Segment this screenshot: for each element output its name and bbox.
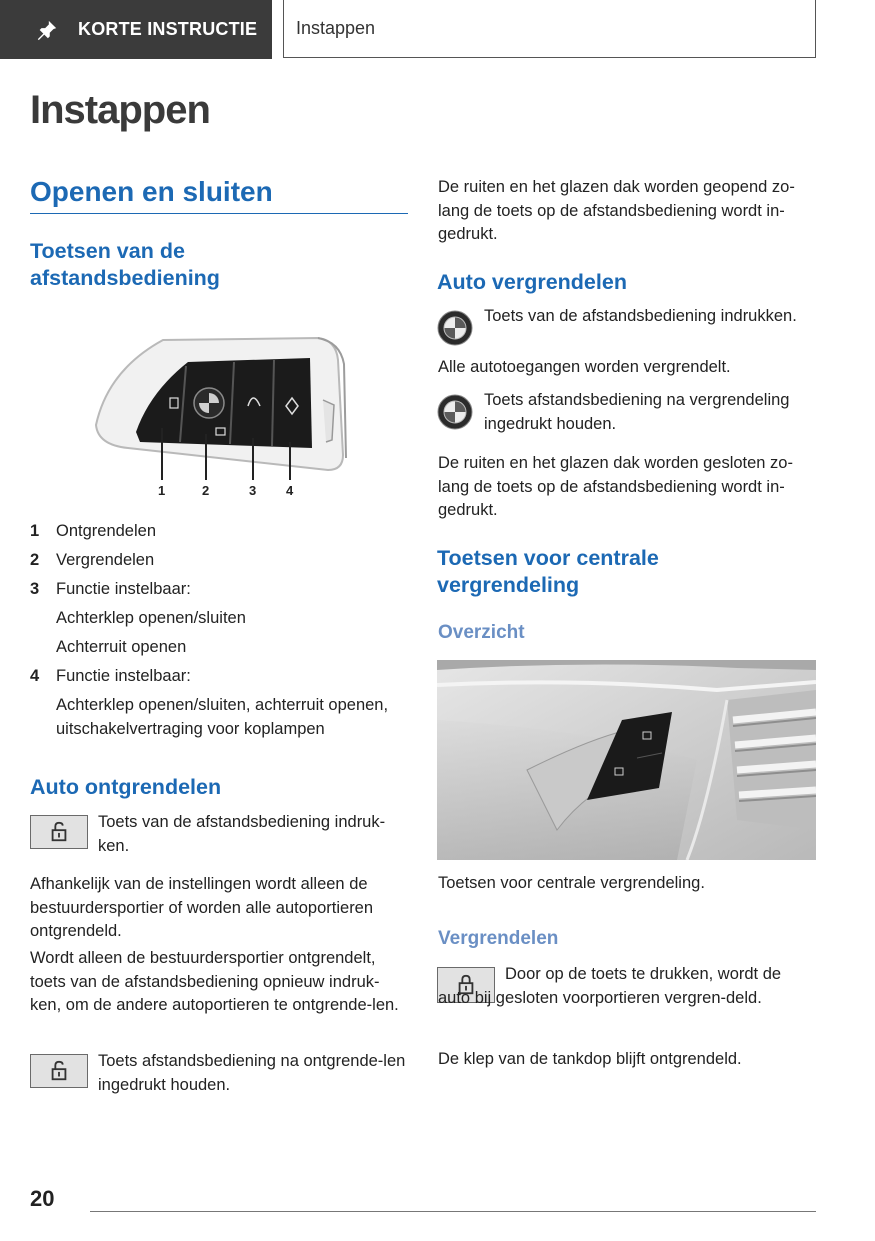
breadcrumb[interactable]: Instappen xyxy=(283,0,816,58)
heading-centrale-vergrendeling: Toetsen voor centrale vergrendeling xyxy=(437,546,659,597)
heading-toetsen-afstandsbediening: Toetsen van de afstandsbediening xyxy=(30,239,220,290)
list-item: 1 Ontgrendelen xyxy=(30,522,156,540)
lock-step-1: Toets van de afstandsbediening indrukken. xyxy=(484,307,797,325)
unlock-step-1: Toets van de afstandsbediening indruk-ken. xyxy=(98,813,386,855)
bmw-logo-icon xyxy=(437,394,473,430)
heading-overzicht: Overzicht xyxy=(438,622,525,643)
section-tab[interactable] xyxy=(0,0,272,59)
callout-3: 3 xyxy=(249,483,257,498)
tank-text: De klep van de tankdop blijft ontgrendeld. xyxy=(438,1050,742,1068)
section-tab-label: KORTE INSTRUCTIE xyxy=(78,19,258,39)
callout-4: 4 xyxy=(286,483,294,498)
list-subitem: Achterklep openen/sluiten, achterruit openen, uitschakelvertraging voor koplampen xyxy=(56,696,389,738)
lock-result: Alle autotoegangen worden vergrendelt. xyxy=(438,358,731,376)
section-heading-openen: Openen en sluiten xyxy=(30,176,273,207)
unlock-paragraph-1: Afhankelijk van de instellingen wordt alleen de bestuurdersportier of worden alle autoportieren ontgrendeld. xyxy=(30,875,374,940)
callout-1: 1 xyxy=(158,483,166,498)
heading-vergrendelen: Vergrendelen xyxy=(438,928,559,949)
unlock-icon xyxy=(48,1060,70,1082)
list-item: 2 Vergrendelen xyxy=(30,551,155,569)
unlock-icon xyxy=(48,821,70,843)
page-title: Instappen xyxy=(30,88,210,132)
key-fob-illustration xyxy=(88,330,353,500)
key-function-list xyxy=(30,517,415,741)
intro-paragraph: De ruiten en het glazen dak worden geopend zo-lang de toets op de afstandsbediening wordt in-gedrukt. xyxy=(438,178,795,243)
callout-2: 2 xyxy=(202,483,210,498)
list-subitem: Achterklep openen/sluiten xyxy=(56,609,246,627)
unlock-step-2: Toets afstandsbediening na ontgrende-len ingedrukt houden. xyxy=(98,1052,406,1094)
list-subitem: Achterruit openen xyxy=(56,638,187,656)
vergrendelen-text: Door op de toets te drukken, wordt de auto bij gesloten voorportieren vergren-deld. xyxy=(438,965,782,1007)
list-item: 4 Functie instelbaar: xyxy=(30,667,191,685)
unlock-key-icon xyxy=(30,815,88,849)
unlock-key-icon-2 xyxy=(30,1054,88,1088)
lock-paragraph: De ruiten en het glazen dak worden gesloten zo-lang de toets op de afstandsbediening wordt in-gedrukt. xyxy=(438,454,793,519)
unlock-paragraph-2: Wordt alleen de bestuurdersportier ontgrendelt, toets van de afstandsbediening opnieuw indruk-ken, om de andere autoportieren te ontgrende-len. xyxy=(30,949,399,1014)
footer-rule xyxy=(90,1211,816,1212)
lock-step-2: Toets afstandsbediening na vergrendeling ingedrukt houden. xyxy=(484,391,790,433)
list-item: 3 Functie instelbaar: xyxy=(30,580,191,598)
heading-rule xyxy=(30,213,408,214)
heading-auto-vergrendelen: Auto vergrendelen xyxy=(437,270,627,294)
page-number: 20 xyxy=(30,1186,55,1211)
pushpin-icon xyxy=(36,19,58,41)
bmw-logo-icon xyxy=(437,310,473,346)
heading-auto-ontgrendelen: Auto ontgrendelen xyxy=(30,775,222,799)
photo-caption: Toetsen voor centrale vergrendeling. xyxy=(438,874,705,892)
door-panel-photo xyxy=(437,660,816,860)
